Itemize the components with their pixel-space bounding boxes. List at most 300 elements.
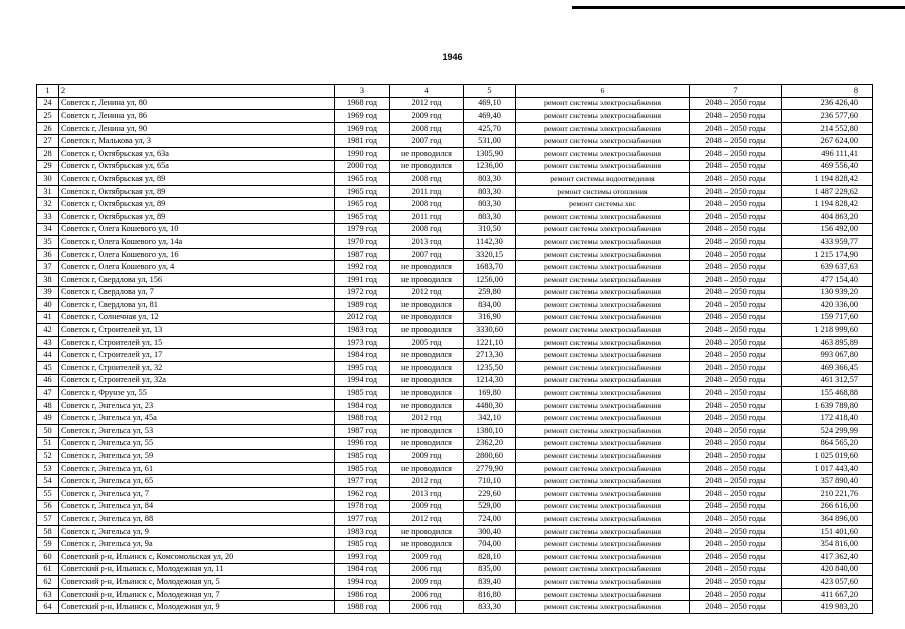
last-repair-cell: 2012 год — [390, 513, 464, 526]
year-built-cell: 1988 год — [335, 412, 390, 425]
area-cell: 833,30 — [464, 601, 516, 614]
last-repair-cell: не проводился — [390, 160, 464, 173]
cost-cell: 461 312,57 — [782, 374, 873, 387]
column-header-1: 1 — [37, 85, 59, 98]
year-built-cell: 1983 год — [335, 324, 390, 337]
last-repair-cell: не проводился — [390, 462, 464, 475]
area-cell: 1142,30 — [464, 236, 516, 249]
row-number-cell: 43 — [37, 336, 59, 349]
address-cell: Советск г, Олега Кошевого ул, 14а — [59, 236, 335, 249]
work-type-cell: ремонт системы электроснабжения — [516, 248, 690, 261]
address-cell: Советск г, Строителей ул, 17 — [59, 349, 335, 362]
last-repair-cell: 2008 год — [390, 122, 464, 135]
year-built-cell: 1985 год — [335, 387, 390, 400]
table-row — [37, 122, 873, 135]
address-cell: Советский р-н, Ильинск с, Молодежная ул, 11 — [59, 563, 335, 576]
year-built-cell: 1985 год — [335, 462, 390, 475]
last-repair-cell: не проводился — [390, 147, 464, 160]
area-cell: 469,40 — [464, 110, 516, 123]
work-type-cell: ремонт системы электроснабжения — [516, 576, 690, 589]
row-number-cell: 33 — [37, 210, 59, 223]
row-number-cell: 49 — [37, 412, 59, 425]
period-cell: 2048 – 2050 годы — [690, 601, 782, 614]
area-cell: 4480,30 — [464, 399, 516, 412]
table-row — [37, 210, 873, 223]
period-cell: 2048 – 2050 годы — [690, 399, 782, 412]
year-built-cell: 1965 год — [335, 210, 390, 223]
area-cell: 310,50 — [464, 223, 516, 236]
table-row — [37, 198, 873, 211]
area-cell: 169,80 — [464, 387, 516, 400]
capital-repair-table — [36, 84, 873, 614]
year-built-cell: 1965 год — [335, 173, 390, 186]
address-cell: Советский р-н, Ильинск с, Молодежная ул, 9 — [59, 601, 335, 614]
address-cell: Советск г, Малькова ул, 3 — [59, 135, 335, 148]
table-row — [37, 185, 873, 198]
table-row — [37, 349, 873, 362]
cost-cell: 477 154,40 — [782, 273, 873, 286]
address-cell: Советск г, Октябрьская ул, 89 — [59, 185, 335, 198]
area-cell: 2800,60 — [464, 450, 516, 463]
year-built-cell: 1972 год — [335, 286, 390, 299]
cost-cell: 463 895,89 — [782, 336, 873, 349]
period-cell: 2048 – 2050 годы — [690, 588, 782, 601]
table-row — [37, 412, 873, 425]
work-type-cell: ремонт системы электроснабжения — [516, 210, 690, 223]
row-number-cell: 60 — [37, 550, 59, 563]
column-header-7: 7 — [690, 85, 782, 98]
period-cell: 2048 – 2050 годы — [690, 576, 782, 589]
period-cell: 2048 – 2050 годы — [690, 160, 782, 173]
period-cell: 2048 – 2050 годы — [690, 173, 782, 186]
area-cell: 803,30 — [464, 210, 516, 223]
work-type-cell: ремонт системы электроснабжения — [516, 311, 690, 324]
work-type-cell: ремонт системы электроснабжения — [516, 475, 690, 488]
address-cell: Советск г, Энгельса ул, 9 — [59, 525, 335, 538]
last-repair-cell: 2012 год — [390, 412, 464, 425]
table-row — [37, 488, 873, 501]
table-row — [37, 311, 873, 324]
cost-cell: 864 565,20 — [782, 437, 873, 450]
area-cell: 803,30 — [464, 185, 516, 198]
work-type-cell: ремонт системы электроснабжения — [516, 336, 690, 349]
last-repair-cell: 2008 год — [390, 223, 464, 236]
table-row — [37, 525, 873, 538]
work-type-cell: ремонт системы электроснабжения — [516, 488, 690, 501]
last-repair-cell: 2012 год — [390, 286, 464, 299]
cost-cell: 1 194 828,42 — [782, 198, 873, 211]
address-cell: Советск г, Октябрьская ул, 89 — [59, 210, 335, 223]
year-built-cell: 1985 год — [335, 538, 390, 551]
top-rule — [572, 6, 905, 9]
cost-cell: 236 577,60 — [782, 110, 873, 123]
area-cell: 839,40 — [464, 576, 516, 589]
period-cell: 2048 – 2050 годы — [690, 525, 782, 538]
row-number-cell: 44 — [37, 349, 59, 362]
row-number-cell: 34 — [37, 223, 59, 236]
period-cell: 2048 – 2050 годы — [690, 462, 782, 475]
cost-cell: 267 624,00 — [782, 135, 873, 148]
area-cell: 834,00 — [464, 299, 516, 312]
row-number-cell: 47 — [37, 387, 59, 400]
work-type-cell: ремонт системы электроснабжения — [516, 97, 690, 110]
row-number-cell: 27 — [37, 135, 59, 148]
last-repair-cell: не проводился — [390, 374, 464, 387]
row-number-cell: 53 — [37, 462, 59, 475]
cost-cell: 1 218 999,60 — [782, 324, 873, 337]
address-cell: Советск г, Ленина ул, 80 — [59, 97, 335, 110]
table-row — [37, 286, 873, 299]
address-cell: Советский р-н, Ильинск с, Молодежная ул, 7 — [59, 588, 335, 601]
year-built-cell: 2012 год — [335, 311, 390, 324]
address-cell: Советск г, Энгельса ул, 9а — [59, 538, 335, 551]
period-cell: 2048 – 2050 годы — [690, 513, 782, 526]
cost-cell: 496 111,41 — [782, 147, 873, 160]
column-header-2: 2 — [59, 85, 335, 98]
work-type-cell: ремонт системы электроснабжения — [516, 513, 690, 526]
area-cell: 3320,15 — [464, 248, 516, 261]
year-built-cell: 1965 год — [335, 185, 390, 198]
year-built-cell: 1986 год — [335, 588, 390, 601]
row-number-cell: 32 — [37, 198, 59, 211]
column-header-3: 3 — [335, 85, 390, 98]
last-repair-cell: 2008 год — [390, 198, 464, 211]
address-cell: Советск г, Строителей ул, 32а — [59, 374, 335, 387]
cost-cell: 1 017 443,40 — [782, 462, 873, 475]
area-cell: 1235,50 — [464, 362, 516, 375]
cost-cell: 524 299,99 — [782, 425, 873, 438]
area-cell: 259,80 — [464, 286, 516, 299]
column-header-5: 5 — [464, 85, 516, 98]
period-cell: 2048 – 2050 годы — [690, 223, 782, 236]
period-cell: 2048 – 2050 годы — [690, 563, 782, 576]
work-type-cell: ремонт системы электроснабжения — [516, 450, 690, 463]
period-cell: 2048 – 2050 годы — [690, 550, 782, 563]
table-row — [37, 362, 873, 375]
table-row — [37, 173, 873, 186]
last-repair-cell: 2011 год — [390, 210, 464, 223]
year-built-cell: 1984 год — [335, 399, 390, 412]
year-built-cell: 1985 год — [335, 450, 390, 463]
last-repair-cell: не проводился — [390, 261, 464, 274]
period-cell: 2048 – 2050 годы — [690, 97, 782, 110]
table-row — [37, 324, 873, 337]
period-cell: 2048 – 2050 годы — [690, 488, 782, 501]
work-type-cell: ремонт системы электроснабжения — [516, 500, 690, 513]
year-built-cell: 1983 год — [335, 525, 390, 538]
row-number-cell: 64 — [37, 601, 59, 614]
area-cell: 2362,20 — [464, 437, 516, 450]
table-row — [37, 500, 873, 513]
table-row — [37, 387, 873, 400]
address-cell: Советск г, Свердлова ул, 81 — [59, 299, 335, 312]
year-built-cell: 1968 год — [335, 97, 390, 110]
year-built-cell: 1996 год — [335, 437, 390, 450]
table-row — [37, 437, 873, 450]
period-cell: 2048 – 2050 годы — [690, 299, 782, 312]
last-repair-cell: 2009 год — [390, 450, 464, 463]
row-number-cell: 61 — [37, 563, 59, 576]
cost-cell: 1 194 828,42 — [782, 173, 873, 186]
column-header-6: 6 — [516, 85, 690, 98]
address-cell: Советск г, Энгельса ул, 65 — [59, 475, 335, 488]
last-repair-cell: не проводился — [390, 525, 464, 538]
cost-cell: 210 221,76 — [782, 488, 873, 501]
cost-cell: 419 983,20 — [782, 601, 873, 614]
table-row — [37, 236, 873, 249]
row-number-cell: 24 — [37, 97, 59, 110]
row-number-cell: 40 — [37, 299, 59, 312]
area-cell: 835,00 — [464, 563, 516, 576]
cost-cell: 130 939,20 — [782, 286, 873, 299]
work-type-cell: ремонт системы электроснабжения — [516, 299, 690, 312]
last-repair-cell: 2009 год — [390, 576, 464, 589]
address-cell: Советск г, Свердлова ул, 156 — [59, 273, 335, 286]
work-type-cell: ремонт системы электроснабжения — [516, 538, 690, 551]
area-cell: 229,60 — [464, 488, 516, 501]
work-type-cell: ремонт системы электроснабжения — [516, 412, 690, 425]
last-repair-cell: не проводился — [390, 324, 464, 337]
area-cell: 803,30 — [464, 198, 516, 211]
page-number: 1946 — [442, 52, 463, 62]
year-built-cell: 1991 год — [335, 273, 390, 286]
year-built-cell: 1969 год — [335, 122, 390, 135]
last-repair-cell: 2005 год — [390, 336, 464, 349]
year-built-cell: 1984 год — [335, 563, 390, 576]
last-repair-cell: 2006 год — [390, 601, 464, 614]
table-row — [37, 248, 873, 261]
work-type-cell: ремонт системы электроснабжения — [516, 588, 690, 601]
cost-cell: 417 362,40 — [782, 550, 873, 563]
address-cell: Советск г, Солнечная ул, 12 — [59, 311, 335, 324]
year-built-cell: 1977 год — [335, 475, 390, 488]
work-type-cell: ремонт системы электроснабжения — [516, 601, 690, 614]
cost-cell: 156 492,00 — [782, 223, 873, 236]
address-cell: Советск г, Ленина ул, 86 — [59, 110, 335, 123]
cost-cell: 155 468,88 — [782, 387, 873, 400]
address-cell: Советский р-н, Ильинск с, Комсомольская ул, 20 — [59, 550, 335, 563]
row-number-cell: 54 — [37, 475, 59, 488]
last-repair-cell: не проводился — [390, 387, 464, 400]
cost-cell: 172 418,40 — [782, 412, 873, 425]
cost-cell: 639 637,63 — [782, 261, 873, 274]
cost-cell: 159 717,60 — [782, 311, 873, 324]
address-cell: Советск г, Энгельса ул, 55 — [59, 437, 335, 450]
area-cell: 1380,10 — [464, 425, 516, 438]
last-repair-cell: не проводился — [390, 362, 464, 375]
table-row — [37, 475, 873, 488]
work-type-cell: ремонт системы электроснабжения — [516, 324, 690, 337]
address-cell: Советск г, Ленина ул, 90 — [59, 122, 335, 135]
last-repair-cell: 2007 год — [390, 248, 464, 261]
year-built-cell: 1979 год — [335, 223, 390, 236]
row-number-cell: 51 — [37, 437, 59, 450]
table-row — [37, 160, 873, 173]
period-cell: 2048 – 2050 годы — [690, 122, 782, 135]
last-repair-cell: 2012 год — [390, 97, 464, 110]
work-type-cell: ремонт системы электроснабжения — [516, 273, 690, 286]
last-repair-cell: 2013 год — [390, 488, 464, 501]
row-number-cell: 38 — [37, 273, 59, 286]
area-cell: 2779,90 — [464, 462, 516, 475]
work-type-cell: ремонт системы электроснабжения — [516, 236, 690, 249]
year-built-cell: 1962 год — [335, 488, 390, 501]
cost-cell: 993 067,80 — [782, 349, 873, 362]
area-cell: 2713,30 — [464, 349, 516, 362]
period-cell: 2048 – 2050 годы — [690, 324, 782, 337]
work-type-cell: ремонт системы электроснабжения — [516, 563, 690, 576]
area-cell: 803,30 — [464, 173, 516, 186]
area-cell: 1236,00 — [464, 160, 516, 173]
address-cell: Советск г, Олега Кошевого ул, 16 — [59, 248, 335, 261]
address-cell: Советск г, Фрунзе ул, 55 — [59, 387, 335, 400]
cost-cell: 214 552,80 — [782, 122, 873, 135]
last-repair-cell: не проводился — [390, 425, 464, 438]
period-cell: 2048 – 2050 годы — [690, 110, 782, 123]
cost-cell: 1 025 019,60 — [782, 450, 873, 463]
cost-cell: 1 487 229,62 — [782, 185, 873, 198]
row-number-cell: 58 — [37, 525, 59, 538]
work-type-cell: ремонт системы электроснабжения — [516, 122, 690, 135]
area-cell: 3330,60 — [464, 324, 516, 337]
address-cell: Советск г, Октябрьская ул, 65а — [59, 160, 335, 173]
work-type-cell: ремонт системы электроснабжения — [516, 261, 690, 274]
year-built-cell: 1994 год — [335, 374, 390, 387]
year-built-cell: 1977 год — [335, 513, 390, 526]
period-cell: 2048 – 2050 годы — [690, 450, 782, 463]
cost-cell: 236 426,40 — [782, 97, 873, 110]
work-type-cell: ремонт системы электроснабжения — [516, 160, 690, 173]
last-repair-cell: 2006 год — [390, 588, 464, 601]
table-header-row — [37, 85, 873, 98]
period-cell: 2048 – 2050 годы — [690, 387, 782, 400]
table-row — [37, 588, 873, 601]
address-cell: Советск г, Энгельса ул, 45а — [59, 412, 335, 425]
column-header-4: 4 — [390, 85, 464, 98]
table-row — [37, 399, 873, 412]
period-cell: 2048 – 2050 годы — [690, 437, 782, 450]
table-row — [37, 425, 873, 438]
cost-cell: 357 890,40 — [782, 475, 873, 488]
period-cell: 2048 – 2050 годы — [690, 374, 782, 387]
period-cell: 2048 – 2050 годы — [690, 135, 782, 148]
period-cell: 2048 – 2050 годы — [690, 425, 782, 438]
row-number-cell: 36 — [37, 248, 59, 261]
table-row — [37, 97, 873, 110]
row-number-cell: 57 — [37, 513, 59, 526]
work-type-cell: ремонт системы отопления — [516, 185, 690, 198]
table-row — [37, 550, 873, 563]
last-repair-cell: 2012 год — [390, 475, 464, 488]
table-row — [37, 601, 873, 614]
table-row — [37, 450, 873, 463]
work-type-cell: ремонт системы электроснабжения — [516, 399, 690, 412]
period-cell: 2048 – 2050 годы — [690, 210, 782, 223]
period-cell: 2048 – 2050 годы — [690, 286, 782, 299]
table-row — [37, 147, 873, 160]
period-cell: 2048 – 2050 годы — [690, 538, 782, 551]
area-cell: 1256,00 — [464, 273, 516, 286]
period-cell: 2048 – 2050 годы — [690, 147, 782, 160]
cost-cell: 469 556,40 — [782, 160, 873, 173]
work-type-cell: ремонт системы электроснабжения — [516, 286, 690, 299]
row-number-cell: 39 — [37, 286, 59, 299]
row-number-cell: 55 — [37, 488, 59, 501]
year-built-cell: 1973 год — [335, 336, 390, 349]
table-row — [37, 576, 873, 589]
table-body — [37, 97, 873, 613]
row-number-cell: 63 — [37, 588, 59, 601]
area-cell: 704,00 — [464, 538, 516, 551]
last-repair-cell: 2009 год — [390, 550, 464, 563]
row-number-cell: 28 — [37, 147, 59, 160]
area-cell: 1221,10 — [464, 336, 516, 349]
year-built-cell: 1987 год — [335, 425, 390, 438]
work-type-cell: ремонт системы водоотведения — [516, 173, 690, 186]
year-built-cell: 1994 год — [335, 576, 390, 589]
cost-cell: 1 215 174,90 — [782, 248, 873, 261]
year-built-cell: 1989 год — [335, 299, 390, 312]
area-cell: 316,90 — [464, 311, 516, 324]
year-built-cell: 1978 год — [335, 500, 390, 513]
last-repair-cell: 2006 год — [390, 563, 464, 576]
row-number-cell: 46 — [37, 374, 59, 387]
work-type-cell: ремонт системы электроснабжения — [516, 437, 690, 450]
last-repair-cell: не проводился — [390, 299, 464, 312]
year-built-cell: 1965 год — [335, 198, 390, 211]
table-row — [37, 223, 873, 236]
period-cell: 2048 – 2050 годы — [690, 412, 782, 425]
table-row — [37, 374, 873, 387]
area-cell: 1305,90 — [464, 147, 516, 160]
area-cell: 531,00 — [464, 135, 516, 148]
cost-cell: 469 366,45 — [782, 362, 873, 375]
work-type-cell: ремонт системы электроснабжения — [516, 135, 690, 148]
last-repair-cell: не проводился — [390, 437, 464, 450]
area-cell: 425,70 — [464, 122, 516, 135]
cost-cell: 1 639 789,80 — [782, 399, 873, 412]
table-row — [37, 563, 873, 576]
table-row — [37, 513, 873, 526]
address-cell: Советск г, Олега Кошевого ул, 10 — [59, 223, 335, 236]
last-repair-cell: не проводился — [390, 538, 464, 551]
work-type-cell: ремонт системы электроснабжения — [516, 147, 690, 160]
year-built-cell: 1995 год — [335, 362, 390, 375]
work-type-cell: ремонт системы электроснабжения — [516, 525, 690, 538]
period-cell: 2048 – 2050 годы — [690, 185, 782, 198]
row-number-cell: 35 — [37, 236, 59, 249]
cost-cell: 404 863,20 — [782, 210, 873, 223]
period-cell: 2048 – 2050 годы — [690, 311, 782, 324]
last-repair-cell: 2011 год — [390, 185, 464, 198]
period-cell: 2048 – 2050 годы — [690, 248, 782, 261]
table-row — [37, 135, 873, 148]
cost-cell: 354 816,00 — [782, 538, 873, 551]
work-type-cell: ремонт системы электроснабжения — [516, 462, 690, 475]
year-built-cell: 1981 год — [335, 135, 390, 148]
row-number-cell: 48 — [37, 399, 59, 412]
address-cell: Советск г, Строителей ул, 32 — [59, 362, 335, 375]
work-type-cell: ремонт системы электроснабжения — [516, 425, 690, 438]
cost-cell: 364 896,00 — [782, 513, 873, 526]
year-built-cell: 1987 год — [335, 248, 390, 261]
address-cell: Советск г, Октябрьская ул, 89 — [59, 198, 335, 211]
cost-cell: 411 667,20 — [782, 588, 873, 601]
address-cell: Советск г, Октябрьская ул, 89 — [59, 173, 335, 186]
area-cell: 828,10 — [464, 550, 516, 563]
address-cell: Советск г, Олега Кошевого ул, 4 — [59, 261, 335, 274]
table-row — [37, 110, 873, 123]
